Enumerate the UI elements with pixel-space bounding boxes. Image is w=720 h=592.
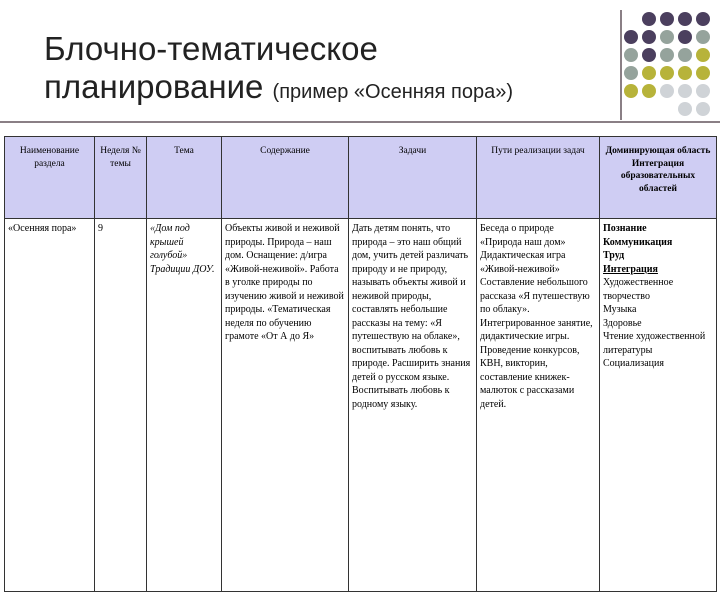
table-row	[5, 219, 717, 592]
decor-dot	[696, 66, 710, 80]
planning-table	[4, 136, 717, 592]
table-header-row	[5, 137, 717, 219]
decor-dot	[660, 84, 674, 98]
area-item: Здоровье	[603, 317, 642, 329]
decor-dot	[678, 12, 692, 26]
header-tasks: Задачи	[349, 137, 477, 219]
decor-dot	[642, 30, 656, 44]
cell-tasks: Дать детям понять, что природа – это наш общий дом, учить детей различать природу и не природу, называть объекты живой и неживой природы, составлять небольшие рассказы на тему: «Я путешествую на облаке», воспитывать любовь к природе. Расширить знания детей о русском языке. Воспитывать любовь к родному языку.	[349, 219, 477, 592]
decor-dot	[642, 84, 656, 98]
cell-week: 9	[95, 219, 147, 592]
area-item: Социализация	[603, 358, 664, 369]
decor-dot	[678, 84, 692, 98]
decor-dot	[642, 66, 656, 80]
header-theme: Тема	[147, 137, 222, 219]
cell-theme: «Дом под крышей голубой» Традиции ДОУ.	[147, 219, 222, 592]
title-line-2	[44, 68, 604, 111]
header-ways: Пути реализации задач	[477, 137, 600, 219]
cell-areas	[600, 219, 717, 592]
header-areas: Доминирующая область Интеграция образовательных областей	[600, 137, 717, 219]
slide-title	[44, 30, 604, 111]
decor-dot	[678, 66, 692, 80]
area-item: Труд	[603, 250, 625, 261]
decor-dot	[696, 84, 710, 98]
cell-section: «Осенняя пора»	[5, 219, 95, 592]
header-content: Содержание	[222, 137, 349, 219]
header-section: Наименование раздела	[5, 137, 95, 219]
area-item: Чтение художественной литературы	[603, 331, 706, 356]
title-line-1: Блочно-тематическое	[44, 30, 378, 67]
decor-dot	[696, 30, 710, 44]
area-item: Познание	[603, 223, 647, 234]
cell-ways: Беседа о природе «Природа наш дом» Дидактическая игра «Живой-неживой» Составление небольшого рассказа «Я путешествую по облаку». Интегрированное занятие, дидактические игры. Проведение конкурсов, КВН, викторин, составление книжек-малюток с рассказами детей.	[477, 219, 600, 592]
decor-dot	[624, 84, 638, 98]
decor-dot	[696, 12, 710, 26]
decor-dot	[624, 48, 638, 62]
decor-dot	[660, 12, 674, 26]
decor-dot	[678, 102, 692, 116]
decor-dot	[642, 48, 656, 62]
decor-dot	[660, 48, 674, 62]
decor-dot	[660, 30, 674, 44]
title-subtitle: (пример «Осенняя пора»)	[272, 81, 513, 103]
decor-dot	[678, 30, 692, 44]
decor-dot	[696, 48, 710, 62]
decor-dot	[678, 48, 692, 62]
header-week: Неделя № темы	[95, 137, 147, 219]
area-item: Интеграция	[603, 263, 658, 275]
area-item: Музыка	[603, 304, 637, 315]
decor-dot	[624, 66, 638, 80]
decor-horizontal-line	[0, 121, 720, 123]
decor-dot-grid	[632, 10, 720, 114]
decor-vertical-line	[620, 10, 622, 120]
title-main-word: планирование	[44, 68, 264, 105]
decor-dot	[696, 102, 710, 116]
decor-dot	[624, 30, 638, 44]
decor-dot	[642, 12, 656, 26]
area-item: Коммуникация	[603, 236, 673, 248]
decor-dot	[660, 66, 674, 80]
area-item: Художественное творчество	[603, 277, 674, 302]
cell-content: Объекты живой и неживой природы. Природа – наш дом. Оснащение: д/игра «Живой-неживой». Работа в уголке природы по изучению живой и неживой природы. «Тематическая неделя по обучению грамоте «От А до Я»	[222, 219, 349, 592]
